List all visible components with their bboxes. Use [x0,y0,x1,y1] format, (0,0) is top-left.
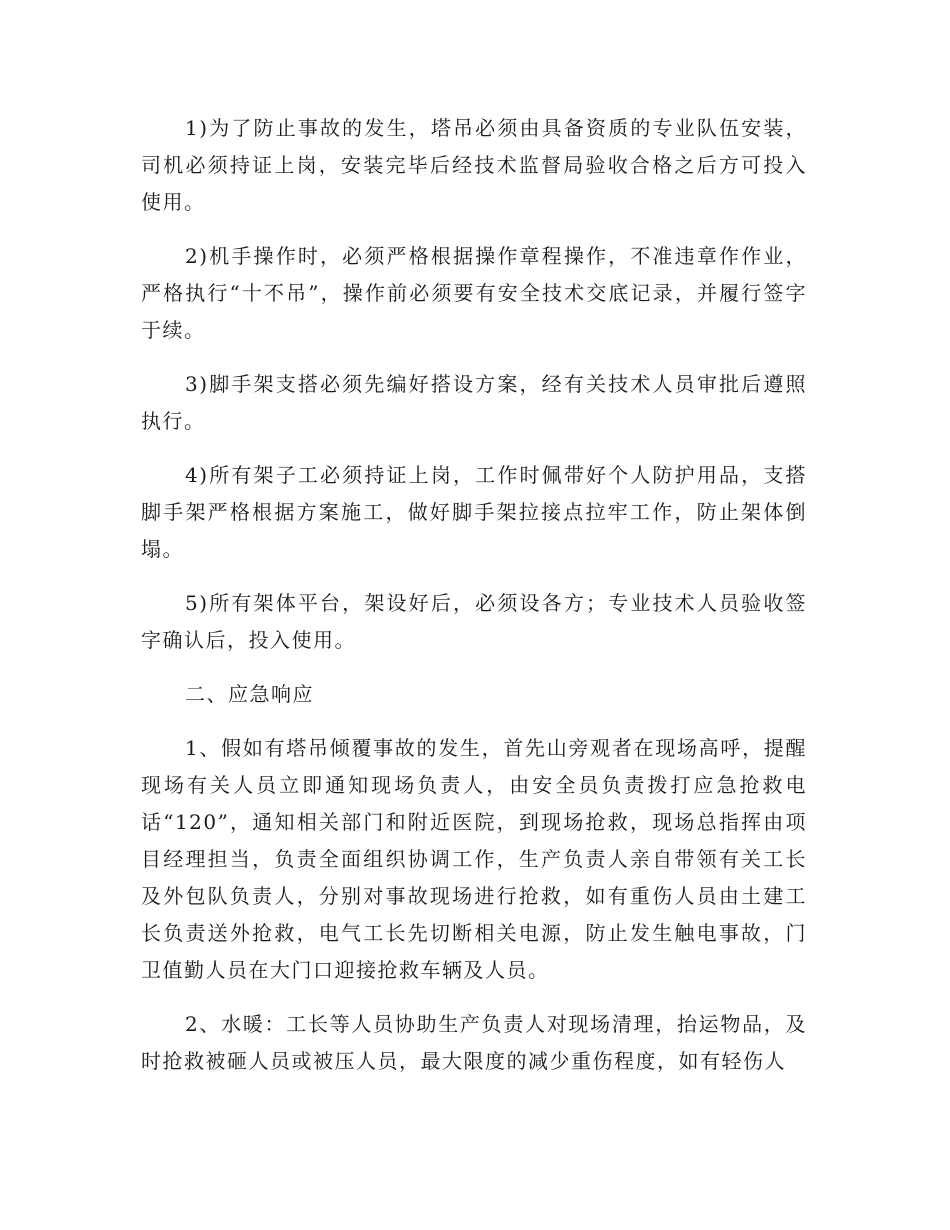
document-body [141,110,807,1097]
section-heading: 二、应急响应 [185,682,314,706]
paragraph-1: 1)为了防止事故的发生，塔吊必须由具备资质的专业队伍安装，司机必须持证上岗，安装完毕后经技术监督局验收合格之后方可投入使用。 [141,116,807,214]
paragraph-2: 2)机手操作时，必须严格根据操作章程操作，不准违章作作业，严格执行“十不吊”，操作前必须要有安全技术交底记录，并履行签字于续。 [141,244,807,342]
response-paragraph-2: 2、水暖：工长等人员协助生产负责人对现场清理，抬运物品，及时抢救被砸人员或被压人员，最大限度的减少重伤程度，如有轻伤人 [141,1012,807,1073]
paragraph-5: 5)所有架体平台，架设好后，必须设各方；专业技术人员验收签字确认后，投入使用。 [141,591,807,652]
response-paragraph-1: 1、假如有塔吊倾覆事故的发生，首先山旁观者在现场高呼，提醒现场有关人员立即通知现场负责人，由安全员负责拨打应急抢救电话“120”，通知相关部门和附近医院，到现场抢救，现场总指挥由项目经理担当，负责全面组织协调工作，生产负责人亲自带领有关工长及外包队负责人，分别对事故现场进行抢救，如有重伤人员由土建工长负责送外抢救，电气工长先切断相关电源，防止发生触电事故，门卫值勤人员在大门口迎接抢救车辆及人员。 [141,736,807,982]
paragraph-4: 4)所有架子工必须持证上岗，工作时佩带好个人防护用品，支搭脚手架严格根据方案施工，做好脚手架拉接点拉牢工作，防止架体倒塌。 [141,463,807,561]
paragraph-3: 3)脚手架支搭必须先编好搭设方案，经有关技术人员审批后遵照执行。 [141,372,807,433]
